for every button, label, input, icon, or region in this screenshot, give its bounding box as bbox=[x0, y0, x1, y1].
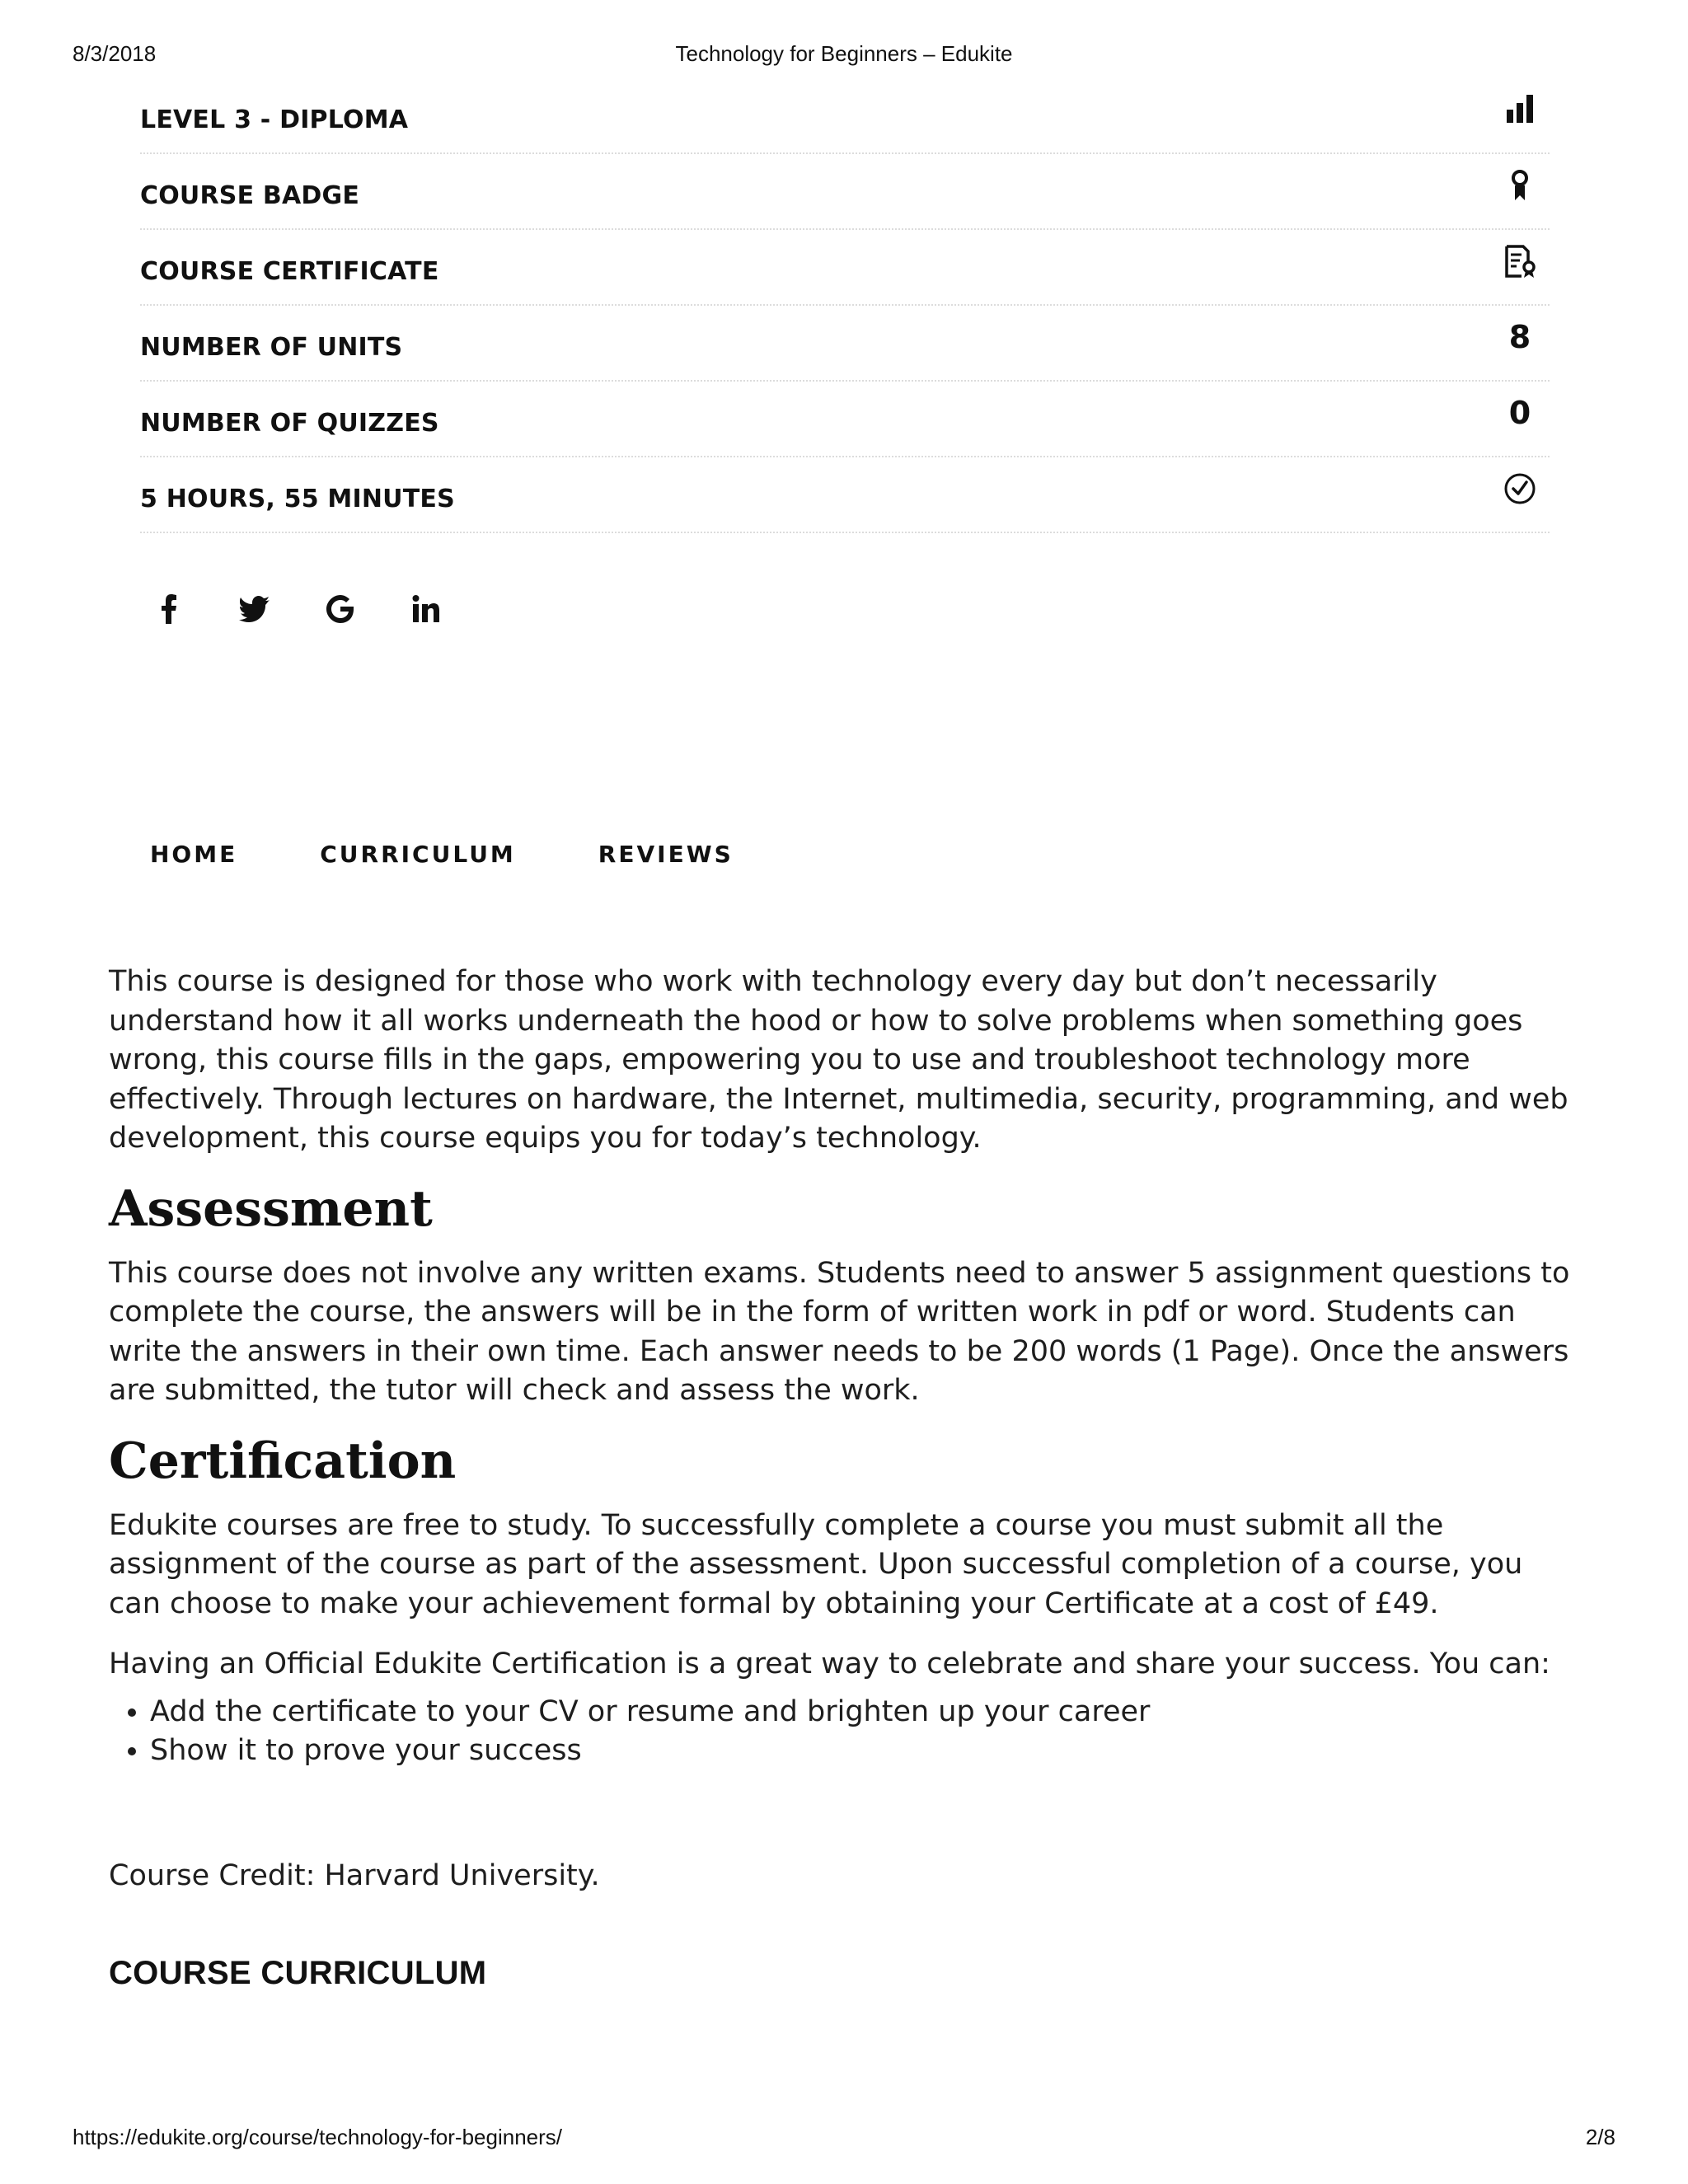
print-page-title: Technology for Beginners – Edukite bbox=[675, 41, 1013, 66]
meta-row-duration bbox=[140, 457, 1550, 533]
print-header bbox=[0, 41, 1688, 69]
meta-row-units bbox=[140, 306, 1550, 382]
meta-label-certificate: COURSE CERTIFICATE bbox=[140, 256, 439, 286]
google-icon[interactable] bbox=[321, 590, 359, 628]
certification-benefits-list bbox=[109, 1693, 1576, 1771]
clock-check-icon bbox=[1495, 464, 1545, 513]
print-page-number: 2/8 bbox=[1585, 2125, 1615, 2149]
course-credit: Course Credit: Harvard University. bbox=[109, 1858, 600, 1892]
assessment-heading: Assessment bbox=[109, 1179, 433, 1238]
print-footer bbox=[0, 2125, 1688, 2153]
meta-label-quizzes: NUMBER OF QUIZZES bbox=[140, 408, 439, 438]
tab-curriculum[interactable]: CURRICULUM bbox=[320, 841, 516, 868]
assessment-text: This course does not involve any written exams. Students need to answer 5 assignment questions to complete the course, the answers will be in the form of written work in pdf or word. Students can write the answers in their own time. Each answer needs to be 200 words (1 Page). Once the answers are submitted, the tutor will check and assess the work. bbox=[109, 1256, 1570, 1407]
print-date: 8/3/2018 bbox=[73, 41, 157, 66]
meta-label-level: LEVEL 3 - DIPLOMA bbox=[140, 105, 409, 134]
print-url: https://edukite.org/course/technology-for-beginners/ bbox=[73, 2125, 563, 2149]
twitter-icon[interactable] bbox=[236, 590, 274, 628]
course-tabs bbox=[150, 841, 816, 868]
certification-text: Edukite courses are free to study. To successfully complete a course you must submit all the assignment of the course as part of the assessment. Upon successful completion of a course, you can choose to make your achievement formal by obtaining your Certificate at a cost of £49. bbox=[109, 1508, 1523, 1620]
course-meta-list bbox=[140, 78, 1550, 533]
badge-icon bbox=[1495, 161, 1545, 210]
certificate-icon bbox=[1495, 237, 1545, 286]
facebook-icon[interactable] bbox=[150, 590, 188, 628]
course-curriculum-heading: COURSE CURRICULUM bbox=[109, 1955, 487, 1991]
list-item: • Show it to prove your success bbox=[150, 1732, 1576, 1771]
tab-home[interactable]: HOME bbox=[150, 841, 238, 868]
meta-label-duration: 5 HOURS, 55 MINUTES bbox=[140, 484, 455, 513]
tab-reviews[interactable]: REVIEWS bbox=[598, 841, 734, 868]
certification-intro: Having an Official Edukite Certification is a great way to celebrate and share your success. You can: bbox=[109, 1647, 1550, 1680]
meta-label-badge: COURSE BADGE bbox=[140, 180, 360, 210]
linkedin-icon[interactable] bbox=[407, 590, 445, 628]
course-description bbox=[109, 963, 1576, 1992]
list-item: • Add the certificate to your CV or resume and brighten up your career bbox=[150, 1693, 1576, 1732]
bar-chart-icon bbox=[1495, 85, 1545, 134]
meta-row-quizzes bbox=[140, 382, 1550, 457]
meta-row-badge bbox=[140, 154, 1550, 230]
meta-row-certificate bbox=[140, 230, 1550, 306]
certification-heading: Certification bbox=[109, 1432, 457, 1490]
meta-row-level bbox=[140, 78, 1550, 154]
course-intro-text: This course is designed for those who work with technology every day but don’t necessarily understand how it all works underneath the hood or how to solve problems when something goes wrong, this course fills in the gaps, empowering you to use and troubleshoot technology more effectively. Through lectures on hardware, the Internet, multimedia, security, programming, and web development, this course equips you for today’s technology. bbox=[109, 965, 1568, 1155]
meta-label-units: NUMBER OF UNITS bbox=[140, 332, 403, 362]
quizzes-count: 0 bbox=[1508, 395, 1531, 431]
social-share-links bbox=[150, 590, 445, 628]
units-count: 8 bbox=[1508, 319, 1531, 355]
